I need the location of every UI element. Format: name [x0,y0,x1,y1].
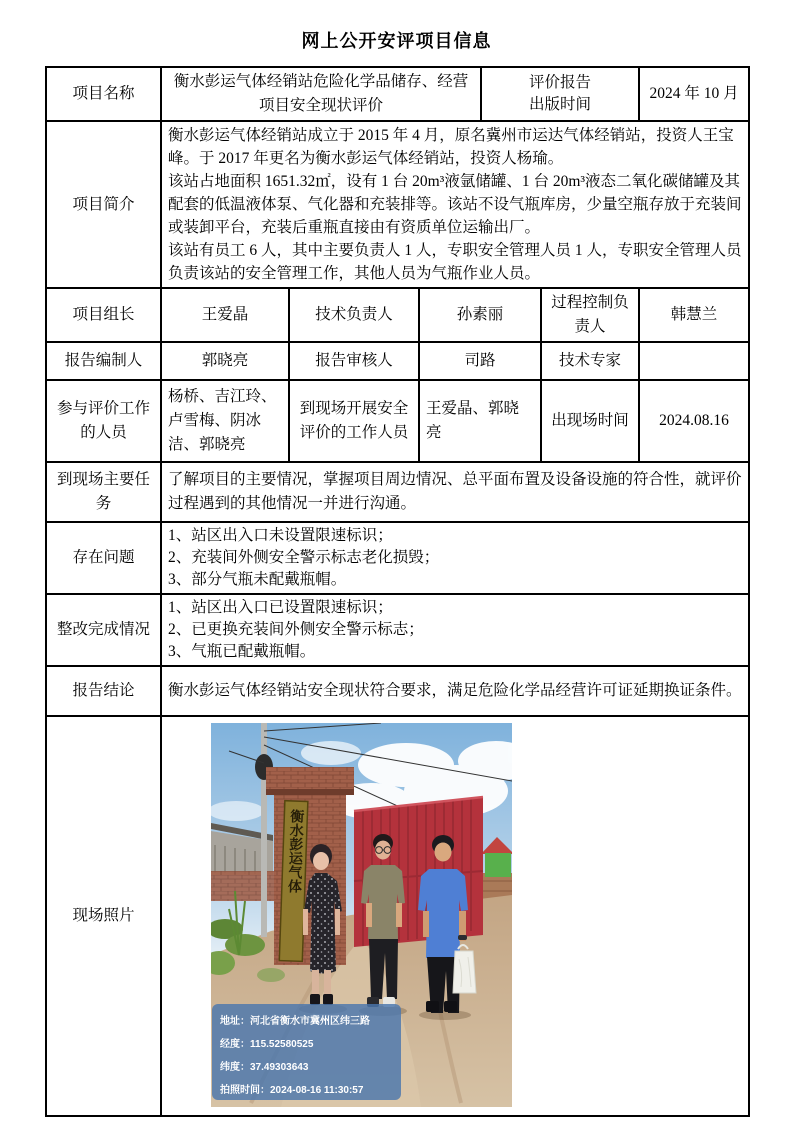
site-time-value: 2024.08.16 [639,380,749,462]
site-staff-value: 王爱晶、郭晓亮 [419,380,541,462]
row-participants [46,380,749,462]
site-photo-image [211,723,512,1107]
photo-geo-overlay [212,1004,401,1100]
problems-label: 存在问题 [46,522,161,594]
tech-lead-label: 技术负责人 [289,288,419,342]
project-name-label: 项目名称 [46,67,161,121]
project-intro-value [161,121,749,288]
row-conclusion [46,666,749,716]
row-project-name [46,67,749,121]
report-reviewer-value: 司路 [419,342,541,380]
process-control-label: 过程控制负责人 [541,288,639,342]
overlay-longitude: 经度：115.52580525 [220,1039,314,1050]
photo-station-sign [279,801,308,962]
participants-value: 杨桥、吉江玲、卢雪梅、阴冰洁、郭晓亮 [161,380,289,462]
project-name-value: 衡水彭运气体经销站危险化学品储存、经营项目安全现状评价 [161,67,481,121]
report-date-label-line2: 出版时间 [529,96,592,113]
row-problems [46,522,749,594]
site-time-label: 出现场时间 [541,380,639,462]
row-project-intro [46,121,749,288]
site-task-label: 到现场主要任务 [46,462,161,522]
photo-left-wall [211,871,277,901]
rectification-value [161,594,749,666]
problems-value [161,522,749,594]
overlay-latitude: 纬度：37.49303643 [220,1062,309,1073]
report-date-value: 2024 年 10 月 [639,67,749,121]
tech-expert-value [639,342,749,380]
photo-brick-pillar [266,767,354,965]
site-photo-cell [161,716,749,1116]
rectification-label: 整改完成情况 [46,594,161,666]
participants-label: 参与评价工作的人员 [46,380,161,462]
station-sign-text: 衡水彭运气体 [285,808,304,894]
tech-lead-value: 孙素丽 [419,288,541,342]
leader-label: 项目组长 [46,288,161,342]
site-photo-label: 现场照片 [46,716,161,1116]
intro-paragraph-2: 该站占地面积 1651.32㎡，设有 1 台 20m³液氩储罐、1 台 20m³液态二氧化碳储罐及其配套的低温液体泵、气化器和充装排等。该站不设气瓶库房，少量空瓶存放于充装间或装卸平台，充装后重瓶直接由有资质单位运输出厂。 [168,173,742,236]
overlay-time: 拍照时间：2024-08-16 11:30:57 [220,1085,364,1096]
overlay-address: 地址：河北省衡水市冀州区纬三路 [220,1016,370,1027]
rectification-item-1: 1、站区出入口已设置限速标识； [168,599,393,616]
intro-paragraph-1: 衡水彭运气体经销站成立于 2015 年 4 月，原名冀州市运达气体经销站，投资人王宝峰。于 2017 年更名为衡水彭运气体经销站，投资人杨瑜。 [168,127,734,167]
site-staff-label: 到现场开展安全评价的工作人员 [289,380,419,462]
row-site-task [46,462,749,522]
site-task-value: 了解项目的主要情况，掌握项目周边情况、总平面布置及设备设施的符合性，就评价过程遇到的其他情况一并进行沟通。 [161,462,749,522]
project-intro-label: 项目简介 [46,121,161,288]
tech-expert-label: 技术专家 [541,342,639,380]
rectification-item-3: 3、气瓶已配戴瓶帽。 [168,643,316,660]
rectification-item-2: 2、已更换充装间外侧安全警示标志； [168,621,424,638]
report-writer-value: 郭晓亮 [161,342,289,380]
row-team-leads [46,288,749,342]
process-control-value: 韩慧兰 [639,288,749,342]
conclusion-label: 报告结论 [46,666,161,716]
project-info-table [45,66,750,1117]
row-site-photo [46,716,749,1116]
report-date-label-line1: 评价报告 [529,74,592,91]
report-writer-label: 报告编制人 [46,342,161,380]
row-rectification [46,594,749,666]
row-report-staff [46,342,749,380]
problem-item-2: 2、充装间外侧安全警示标志老化损毁； [168,549,440,566]
problem-item-1: 1、站区出入口未设置限速标识； [168,527,393,544]
conclusion-value: 衡水彭运气体经销站安全现状符合要求，满足危险化学品经营许可证延期换证条件。 [161,666,749,716]
leader-value: 王爱晶 [161,288,289,342]
report-reviewer-label: 报告审核人 [289,342,419,380]
intro-paragraph-3: 该站有员工 6 人，其中主要负责人 1 人，专职安全管理人员 1 人，专职安全管理人员负责该站的安全管理工作，其他人员为气瓶作业人员。 [168,242,742,282]
problem-item-3: 3、部分气瓶未配戴瓶帽。 [168,571,347,588]
report-date-label [481,67,639,121]
site-photo [211,723,512,1107]
photo-plastic-bag [453,945,476,993]
page-title: 网上公开安评项目信息 [301,31,492,51]
